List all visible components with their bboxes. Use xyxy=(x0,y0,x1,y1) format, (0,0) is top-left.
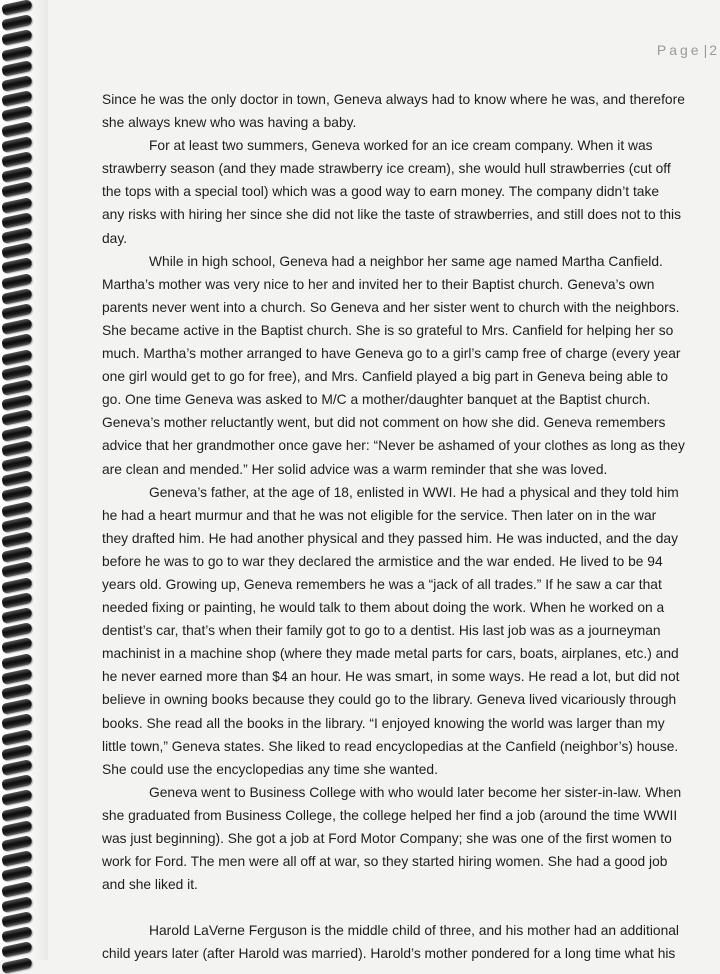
text-line: and she liked it. xyxy=(102,877,198,893)
binding-coil xyxy=(1,637,33,654)
binding-coil xyxy=(1,90,33,107)
binding-coil xyxy=(1,957,33,974)
text-line: day. xyxy=(102,230,128,246)
text-line: little town,” Geneva states. She liked to read encyclopedias at the Canfield (neighbor’s) house. xyxy=(102,738,679,754)
text-line: he had a heart murmur and that he was not eligible for the service. Then later on in the war xyxy=(102,507,657,523)
text-line: Geneva went to Business College with who would later become her sister-in-law. When xyxy=(149,784,682,800)
binding-coil xyxy=(1,45,33,62)
binding-coil xyxy=(1,349,33,366)
binding-coil xyxy=(1,242,33,259)
text-line: Geneva’s mother reluctantly went, but did not comment on how she did. Geneva remembers xyxy=(102,415,666,431)
binding-coil xyxy=(1,516,33,533)
binding-coil xyxy=(1,729,33,746)
binding-coil xyxy=(1,485,33,502)
binding-coil xyxy=(1,698,33,715)
binding-coil xyxy=(1,577,33,594)
binding-coil xyxy=(1,774,33,791)
text-line: years old. Growing up, Geneva remembers he was a “jack of all trades.” If he saw a car that xyxy=(102,576,662,592)
binding-coil xyxy=(1,333,33,350)
page-label: Page xyxy=(656,42,702,58)
binding-coil xyxy=(1,14,33,31)
binding-coil xyxy=(1,561,33,578)
page-separator: | xyxy=(703,42,708,58)
text-line: one girl would get to go for free), and Mrs. Canfield played a big part in Geneva being able to xyxy=(102,369,669,385)
binding-coil xyxy=(1,227,33,244)
binding-coil xyxy=(1,136,33,153)
binding-coil xyxy=(1,166,33,183)
text-line: books. She read all the books in the library. “I enjoyed knowing the world was larger than my xyxy=(102,715,665,731)
text-line: she graduated from Business College, the college helped her find a job (around the time WWII xyxy=(102,807,678,823)
text-line: Harold LaVerne Ferguson is the middle child of three, and his mother had an additional xyxy=(149,923,679,939)
binding-coil xyxy=(1,151,33,168)
binding-coil xyxy=(1,683,33,700)
text-line: Geneva’s father, at the age of 18, enlisted in WWI. He had a physical and they told him xyxy=(149,484,679,500)
document-body xyxy=(102,88,720,966)
binding-coil xyxy=(1,941,33,958)
binding-coil xyxy=(1,865,33,882)
text-line: dentist’s car, that’s when their family got to go to a dentist. His last job was as a journeyman xyxy=(102,623,661,639)
binding-coil xyxy=(1,364,33,381)
binding-coil xyxy=(1,607,33,624)
text-line: Martha’s mother was very nice to her and invited her to their Baptist church. Geneva’s own xyxy=(102,276,655,292)
binding-coil xyxy=(1,850,33,867)
text-line: strawberry season (and they made strawberry ice cream), she would hull strawberries (cut off xyxy=(102,161,671,177)
binding-coil xyxy=(1,303,33,320)
text-line: parents never went into a church. So Geneva and her sister went to church with the neighbors. xyxy=(102,299,680,315)
binding-coil xyxy=(1,0,33,16)
binding-coil xyxy=(1,805,33,822)
text-line: any risks with hiring her since she did not like the taste of strawberries, and still does not to this xyxy=(102,207,681,223)
binding-coil xyxy=(1,105,33,122)
binding-coil xyxy=(1,455,33,472)
binding-coil xyxy=(1,440,33,457)
binding-coil xyxy=(1,257,33,274)
binding-coil xyxy=(1,212,33,229)
binding-coil xyxy=(1,759,33,776)
text-line: For at least two summers, Geneva worked for an ice cream company. When it was xyxy=(149,138,653,154)
binding-coil xyxy=(1,409,33,426)
paragraph-gap xyxy=(102,896,720,919)
binding-coil xyxy=(1,789,33,806)
text-line: he never earned more than $4 an hour. He was smart, in some ways. He read a lot, but did not xyxy=(102,669,680,685)
binding-coil xyxy=(1,926,33,943)
page-header xyxy=(560,42,720,58)
text-line: they drafted him. He had another physical and they passed him. He was inducted, and the day xyxy=(102,530,678,546)
binding-coil xyxy=(1,531,33,548)
binding-coil xyxy=(1,546,33,563)
binding-coil xyxy=(1,197,33,214)
binding-coil xyxy=(1,911,33,928)
text-line: child years later (after Harold was married). Harold’s mother pondered for a long time what his xyxy=(102,946,676,962)
text-line: advice that her grandmother once gave her: “Never be ashamed of your clothes as long as they xyxy=(102,438,685,454)
binding-coil xyxy=(1,288,33,305)
text-line: go. One time Geneva was asked to M/C a mother/daughter banquet at the Baptist church. xyxy=(102,392,651,408)
binding-coil xyxy=(1,75,33,92)
binding-coil xyxy=(1,181,33,198)
binding-coil xyxy=(1,713,33,730)
text-line: needed fixing or painting, he would talk to them about doing the work. When he worked on a xyxy=(102,600,665,616)
binding-coil xyxy=(1,820,33,837)
binding-coil xyxy=(1,896,33,913)
binding-coil xyxy=(1,501,33,518)
binding-coil xyxy=(1,835,33,852)
binding-coil xyxy=(1,592,33,609)
binding-coil xyxy=(1,318,33,335)
binding-coil xyxy=(1,881,33,898)
text-line: she always knew who was having a baby. xyxy=(102,115,357,131)
text-line: She could use the encyclopedias any time she wanted. xyxy=(102,761,438,777)
text-line: the tops with a special tool) which was a good way to earn money. The company didn’t take xyxy=(102,184,660,200)
text-line: much. Martha’s mother arranged to have Geneva go to a girl’s camp free of charge (every year xyxy=(102,346,681,362)
binding-coil xyxy=(1,470,33,487)
text-line: before he was to go to war they declared the armistice and the war ended. He lived to be 94 xyxy=(102,553,663,569)
binding-coil xyxy=(1,60,33,77)
binding-coil xyxy=(1,273,33,290)
binding-coil xyxy=(1,744,33,761)
binding-coil xyxy=(1,425,33,442)
text-line: work for Ford. The men were all off at war, so they started hiring women. She had a good job xyxy=(102,854,668,870)
text-line: are clean and mended.” Her solid advice was a warm reminder that she was loved. xyxy=(102,461,608,477)
binding-coil xyxy=(1,668,33,685)
binding-coil xyxy=(1,653,33,670)
text-line: While in high school, Geneva had a neighbor her same age named Martha Canfield. xyxy=(149,253,663,269)
binding-coil xyxy=(1,29,33,46)
binding-coil xyxy=(1,394,33,411)
text-line: She became active in the Baptist church. She is so grateful to Mrs. Canfield for helping her so xyxy=(102,322,674,338)
binding-coil xyxy=(1,622,33,639)
text-line: believe in owning books because they could go to the library. Geneva lived vicariously through xyxy=(102,692,677,708)
spiral-binding xyxy=(0,0,48,960)
page-number: 2 xyxy=(709,42,720,58)
text-line: was just beginning). She got a job at Ford Motor Company; she was one of the first women to xyxy=(102,831,672,846)
text-line: machinist in a machine shop (where they made metal parts for cars, boats, airplanes, etc.) and xyxy=(102,646,679,662)
text-line: Since he was the only doctor in town, Geneva always had to know where he was, and therefore xyxy=(102,92,685,107)
binding-coil xyxy=(1,379,33,396)
binding-coil xyxy=(1,121,33,138)
